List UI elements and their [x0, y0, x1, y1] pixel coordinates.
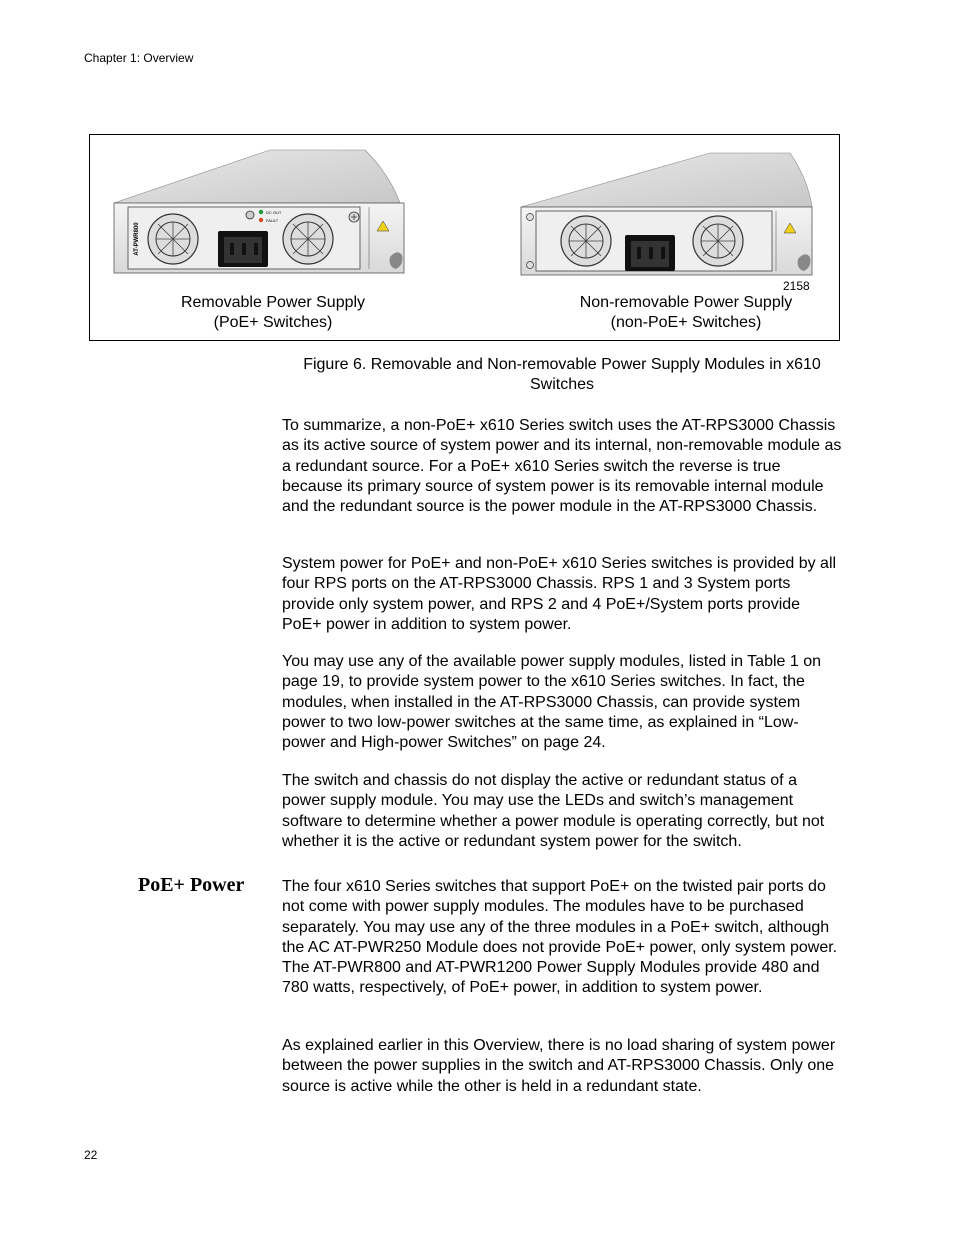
running-header: Chapter 1: Overview: [84, 51, 194, 65]
paragraph-modules: You may use any of the available power supply modules, listed in Table 1 on page 19, to provide system power to the x610 Series switches. In fact, the modules, when installed in the AT-RPS3000 Chassis, can provide system power to two low-power switches at the same time, as explained in “Low-power and High-power Switches” on page 24.: [282, 653, 822, 752]
figure-caption: Figure 6. Removable and Non-removable Power Supply Modules in x610 Switches: [303, 356, 821, 393]
figure-id-number: 2158: [783, 279, 810, 293]
paragraph-summary: To summarize, a non-PoE+ x610 Series switch uses the AT-RPS3000 Chassis as its active source of system power and its internal, non-removable module as a redundant source. For a PoE+ x610 Series switch the reverse is true because its primary source of system power is its removable internal module and the redundant source is the power module in the AT-RPS3000 Chassis.: [282, 417, 842, 516]
page-number: 22: [84, 1148, 98, 1162]
right-label-line1: Non-removable Power Supply: [579, 294, 793, 311]
paragraph-load-sharing: As explained earlier in this Overview, there is no load sharing of system power between the power supplies in the switch and AT-RPS3000 Chassis. Only one source is active while the other is held in a redundant state.: [282, 1037, 836, 1095]
left-figure-label: [162, 293, 384, 333]
module-label: AT-PWR800: [134, 222, 140, 256]
paragraph-status: The switch and chassis do not display the active or redundant status of a power supply module. You may use the LEDs and switch’s management software to determine whether a power module is operating correctly, but not whether it is the active or redundant system power for the switch.: [282, 772, 825, 850]
paragraph-system-power: System power for PoE+ and non-PoE+ x610 Series switches is provided by all four RPS ports on the AT-RPS3000 Chassis. RPS 1 and 3 System ports provide only system power, and RPS 2 and 4 PoE+/System ports provide PoE+ power in addition to system power.: [282, 555, 837, 633]
removable-psu-drawing: [114, 150, 404, 273]
section-heading-poe-power: PoE+ Power: [138, 874, 245, 896]
paragraph-poe-switches: The four x610 Series switches that support PoE+ on the twisted pair ports do not come with power supply modules. The modules have to be purchased separately. You may use any of the three modules in a PoE+ switch, although the AC AT-PWR250 Module does not provide PoE+ power, only system power. The AT-PWR800 and AT-PWR1200 Power Supply Modules provide 480 and 780 watts, respectively, of PoE+ power, in addition to system power.: [282, 878, 838, 997]
right-label-line2: (non-PoE+ Switches): [610, 314, 762, 331]
right-figure-label: [560, 293, 812, 333]
non-removable-psu-drawing: [521, 153, 812, 275]
figure-frame: [89, 134, 840, 341]
left-label-line1: Removable Power Supply: [180, 294, 366, 311]
led-label-dc-out: DC OUT: [266, 210, 282, 215]
left-label-line2: (PoE+ Switches): [213, 314, 333, 331]
led-label-fault: FAULT: [266, 218, 279, 223]
